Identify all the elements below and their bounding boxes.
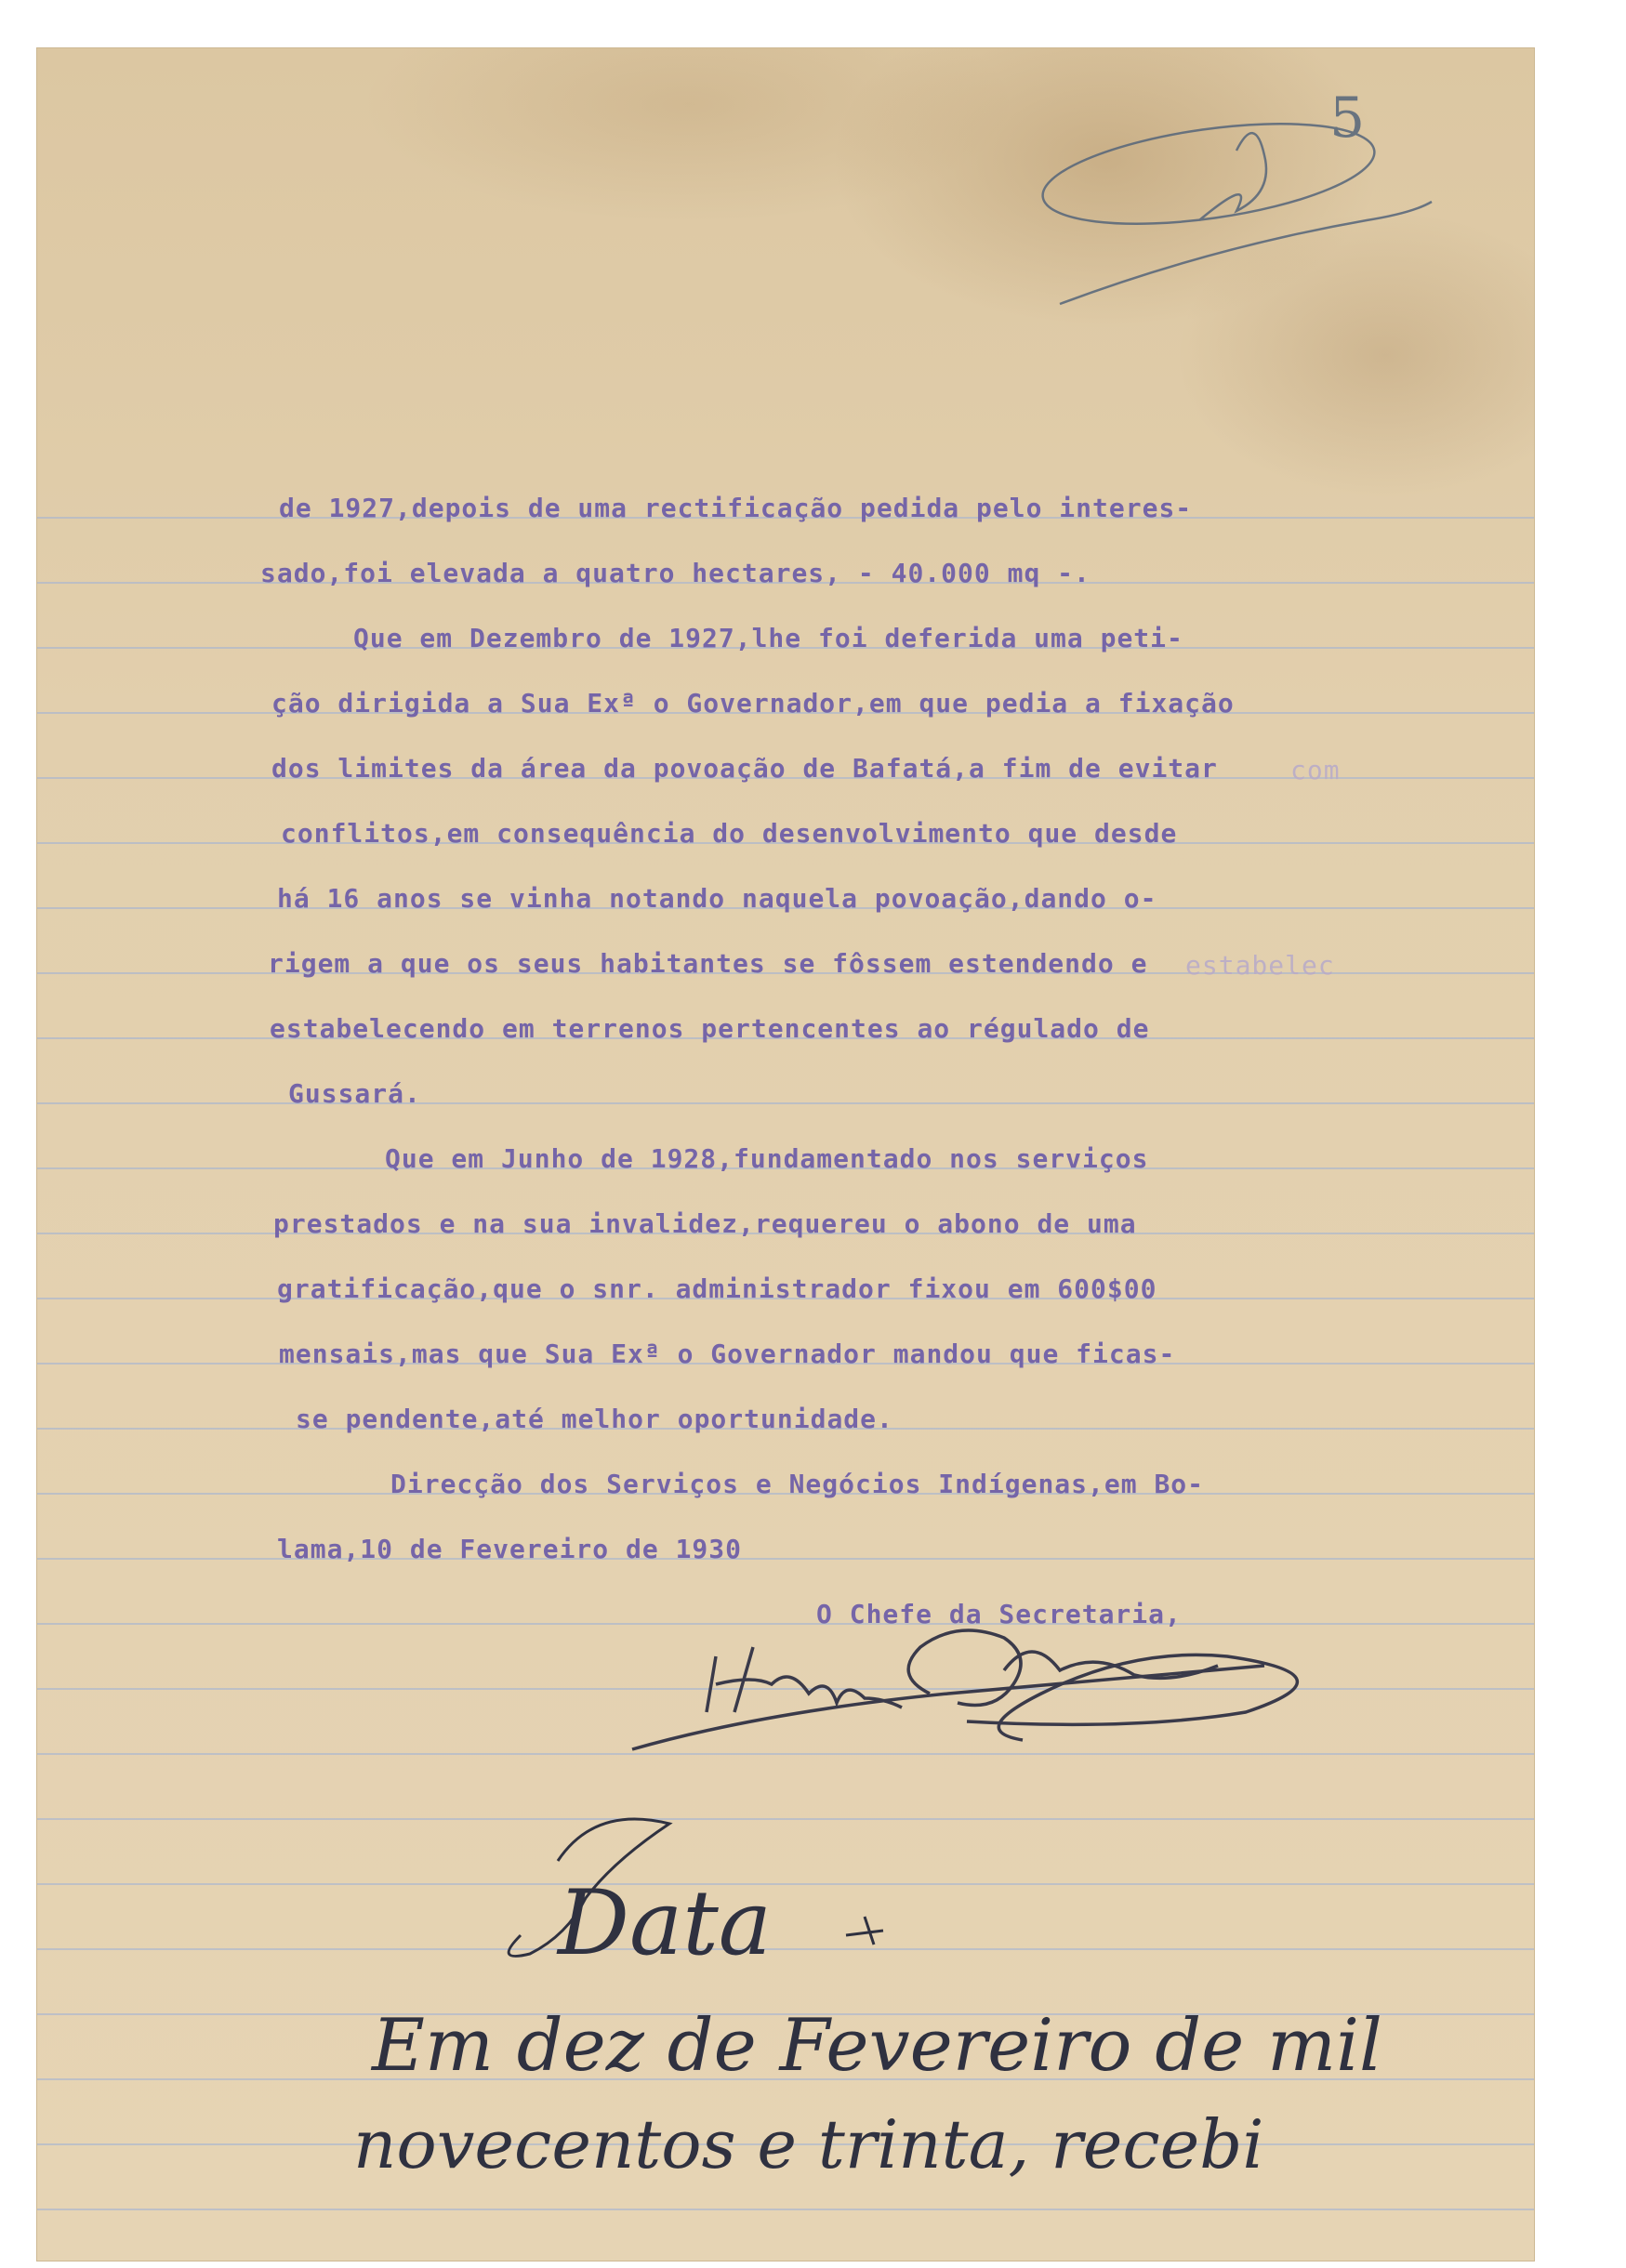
typed-line: estabelecendo em terrenos pertencentes ao régulado de: [270, 1013, 1150, 1044]
typed-line: há 16 anos se vinha notando naquela povoação,dando o-: [277, 883, 1157, 914]
typed-line: conflitos,em consequência do desenvolvimento que desde: [281, 818, 1178, 849]
closing-line: O Chefe da Secretaria,: [816, 1599, 1182, 1629]
typed-line: Gussará.: [288, 1078, 421, 1109]
handwritten-line: Em dez de Fevereiro de mil: [372, 2004, 1382, 2088]
typed-line: Que em Junho de 1928,fundamentado nos serviços: [385, 1143, 1149, 1174]
handwritten-line: novecentos e trinta, recebi: [353, 2105, 1264, 2183]
typed-line: Que em Dezembro de 1927,lhe foi deferida uma peti-: [353, 623, 1183, 653]
typed-line: se pendente,até melhor oportunidade.: [296, 1404, 893, 1434]
document-page: [37, 48, 1534, 2261]
typed-line: de 1927,depois de uma rectificação pedida pelo interes-: [279, 493, 1193, 523]
typed-line: sado,foi elevada a quatro hectares, - 40.000 mq -.: [260, 558, 1091, 588]
typed-line: lama,10 de Fevereiro de 1930: [277, 1534, 743, 1564]
struck-fragment: estabelec: [1185, 950, 1335, 981]
typed-line: dos limites da área da povoação de Bafatá,a fim de evitar: [271, 753, 1218, 784]
page-number-mark: [1037, 86, 1432, 304]
typed-line: prestados e na sua invalidez,requereu o abono de uma: [273, 1208, 1137, 1239]
typed-line: Direcção dos Serviços e Negócios Indígenas,em Bo-: [390, 1469, 1205, 1499]
typed-line: rigem a que os seus habitantes se fôssem estendendo e: [268, 948, 1148, 979]
handwritten-note: [353, 1871, 1382, 2183]
handwritten-line: Data: [558, 1871, 773, 1975]
struck-fragment: com: [1290, 755, 1341, 785]
signature: [632, 1630, 1297, 1749]
typed-line: ção dirigida a Sua Exª o Governador,em que pedia a fixação: [271, 688, 1235, 719]
typed-line: mensais,mas que Sua Exª o Governador mandou que ficas-: [279, 1338, 1176, 1369]
typed-line: gratificação,que o snr. administrador fixou em 600$00: [277, 1273, 1157, 1304]
page-number: 5: [1329, 86, 1366, 151]
handwriting-layer: [37, 48, 1534, 2261]
